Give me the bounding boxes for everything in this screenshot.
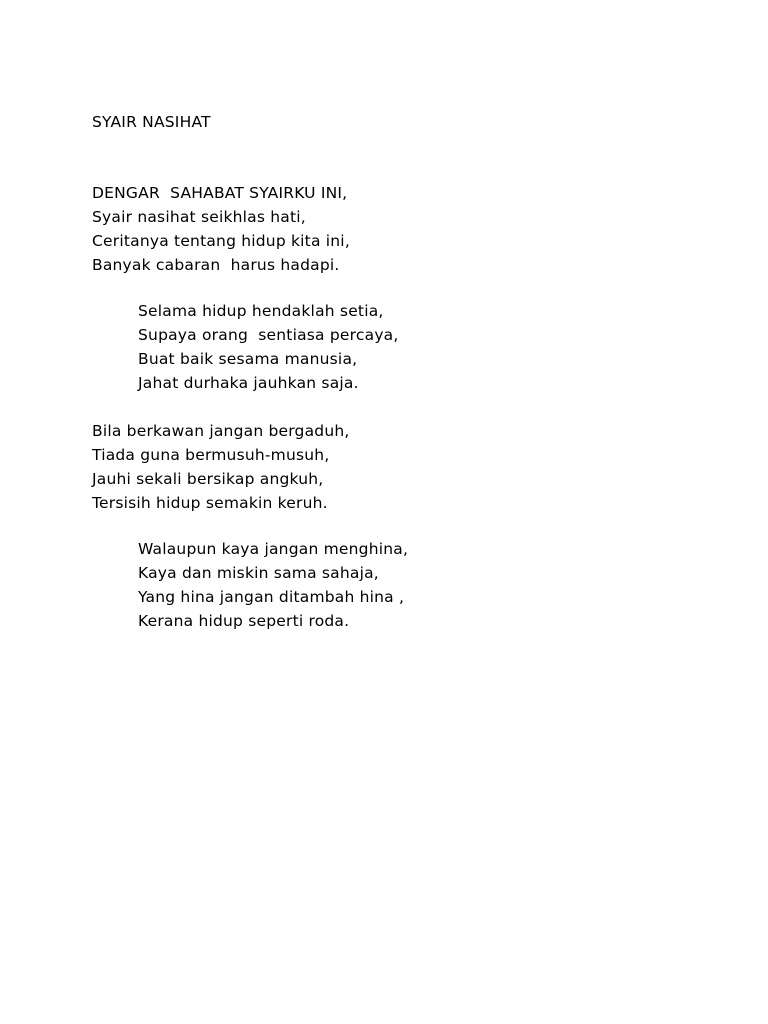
poem-line: Selama hidup hendaklah setia,	[138, 302, 384, 320]
poem-line: Syair nasihat seikhlas hati,	[92, 208, 306, 226]
poem-line: Yang hina jangan ditambah hina ,	[138, 588, 405, 606]
poem-line: Supaya orang sentiasa percaya,	[138, 326, 399, 344]
poem-line: Tersisih hidup semakin keruh.	[92, 494, 328, 512]
poem-line: Ceritanya tentang hidup kita ini,	[92, 232, 350, 250]
poem-line: Buat baik sesama manusia,	[138, 350, 358, 368]
poem-line: Tiada guna bermusuh-musuh,	[92, 446, 330, 464]
stanza-3	[92, 419, 350, 515]
poem-line: Kaya dan miskin sama sahaja,	[138, 564, 379, 582]
stanza-4	[138, 537, 408, 633]
poem-line: Walaupun kaya jangan menghina,	[138, 540, 409, 558]
poem-title: SYAIR NASIHAT	[92, 113, 211, 131]
poem-line: Banyak cabaran harus hadapi.	[92, 256, 340, 274]
poem-line: Jauhi sekali bersikap angkuh,	[92, 470, 324, 488]
stanza-2	[138, 299, 399, 395]
poem-line: Jahat durhaka jauhkan saja.	[138, 374, 359, 392]
poem-line: Kerana hidup seperti roda.	[138, 612, 350, 630]
poem-line: DENGAR SAHABAT SYAIRKU INI,	[92, 184, 348, 202]
poem-line: Bila berkawan jangan bergaduh,	[92, 422, 350, 440]
stanza-1	[92, 181, 350, 277]
